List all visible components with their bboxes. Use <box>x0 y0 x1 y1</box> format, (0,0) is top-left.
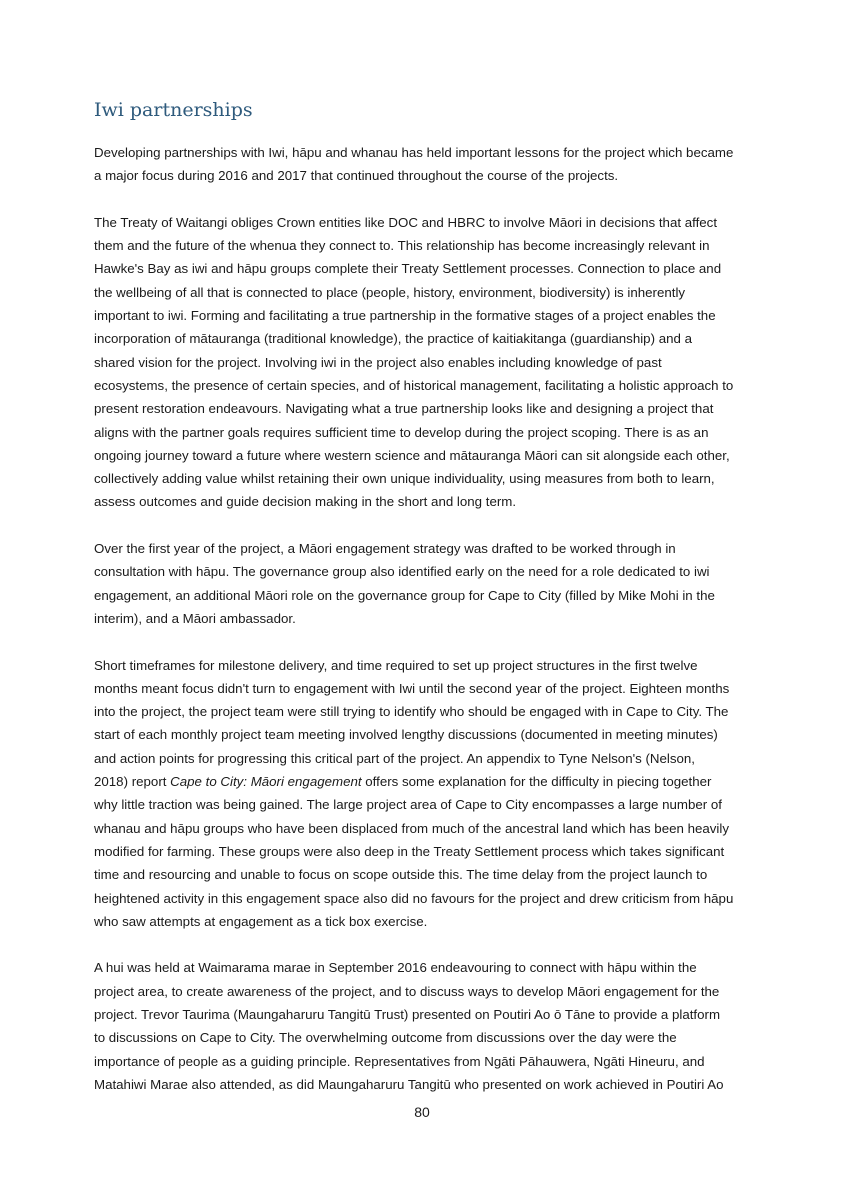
line-text: 2018) report <box>94 774 171 790</box>
paragraph-gap <box>94 188 746 211</box>
text-line: whanau and hāpu groups who have been displaced from much of the ancestral land which has been heavily <box>94 820 729 836</box>
text-line: ecosystems, the presence of certain species, and of historical management, facilitating a holistic approach to <box>94 377 734 393</box>
line-text: offers some explanation for the difficulty in piecing together <box>361 774 712 790</box>
text-line: start of each monthly project team meeting involved lengthy discussions (documented in meeting minutes) <box>94 727 718 743</box>
text-line: aligns with the partner goals requires sufficient time to develop during the project scoping. There is as an <box>94 424 709 440</box>
text-line: Matahiwi Marae also attended, as did Maungaharuru Tangitū who presented on work achieved in Poutiri Ao <box>94 1076 724 1092</box>
text-line: collectively adding value whilst retaining their own unique individuality, using measures from both to learn, <box>94 471 715 487</box>
paragraph-gap <box>94 933 746 956</box>
paragraph-2 <box>94 211 746 514</box>
text-line: who saw attempts at engagement as a tick box exercise. <box>94 913 428 929</box>
text-line: assess outcomes and guide decision making in the short and long term. <box>94 494 517 510</box>
text-line: months meant focus didn't turn to engagement with Iwi until the second year of the project. Eighteen months <box>94 680 730 696</box>
text-line: The Treaty of Waitangi obliges Crown entities like DOC and HBRC to involve Māori in decisions that affect <box>94 214 718 230</box>
body-text <box>94 141 746 1096</box>
paragraph-gap <box>94 514 746 537</box>
page-number: 80 <box>414 1104 430 1120</box>
text-line: the wellbeing of all that is connected to place (people, history, environment, biodiversity) is inherently <box>94 284 686 300</box>
text-line: ongoing journey toward a future where western science and mātauranga Māori can sit alongside each other, <box>94 447 730 463</box>
text-line: modified for farming. These groups were also deep in the Treaty Settlement process which takes significant <box>94 843 725 859</box>
text-line: project area, to create awareness of the project, and to discuss ways to develop Māori engagement for the <box>94 983 720 999</box>
text-line: why little traction was being gained. The large project area of Cape to City encompasses a large number of <box>94 797 723 813</box>
text-line: Developing partnerships with Iwi, hāpu and whanau has held important lessons for the project which became <box>94 145 734 160</box>
text-line: project. Trevor Taurima (Maungaharuru Tangitū Trust) presented on Poutiri Ao ō Tāne to provide a platform <box>94 1006 721 1022</box>
text-line: Over the first year of the project, a Māori engagement strategy was drafted to be worked through in <box>94 541 676 557</box>
paragraph-1 <box>94 141 746 188</box>
text-line: and action points for progressing this critical part of the project. An appendix to Tyne Nelson's (Nelson, <box>94 750 695 766</box>
text-line: time and resourcing and unable to focus on scope outside this. The time delay from the project launch to <box>94 867 708 883</box>
text-line: shared vision for the project. Involving iwi in the project also enables including knowledge of past <box>94 354 662 370</box>
section-heading: Iwi partnerships <box>94 99 253 121</box>
report-title: Cape to City: Māori engagement <box>170 774 362 790</box>
text-line: engagement, an additional Māori role on the governance group for Cape to City (filled by Mike Mohi in the <box>94 587 715 603</box>
text-line: a major focus during 2016 and 2017 that continued throughout the course of the projects. <box>94 168 619 184</box>
text-line: consultation with hāpu. The governance group also identified early on the need for a role dedicated to iwi <box>94 564 710 580</box>
text-line: to discussions on Cape to City. The overwhelming outcome from discussions over the day were the <box>94 1030 677 1046</box>
text-line <box>94 770 746 793</box>
text-line: heightened activity in this engagement space also did no favours for the project and drew criticism from hāpu <box>94 890 734 906</box>
paragraph-3 <box>94 537 746 630</box>
text-line: present restoration endeavours. Navigating what a true partnership looks like and designing a project that <box>94 401 714 417</box>
text-line: them and the future of the whenua they connect to. This relationship has become increasingly relevant in <box>94 238 710 254</box>
text-line: important to iwi. Forming and facilitating a true partnership in the formative stages of a project enables the <box>94 308 716 324</box>
text-line: importance of people as a guiding principle. Representatives from Ngāti Pāhauwera, Ngāti Hineuru, and <box>94 1053 705 1069</box>
text-line: incorporation of mātauranga (traditional knowledge), the practice of kaitiakitanga (guardianship) and a <box>94 331 692 347</box>
text-line: Hawke's Bay as iwi and hāpu groups complete their Treaty Settlement processes. Connection to place and <box>94 261 722 277</box>
text-line: Short timeframes for milestone delivery, and time required to set up project structures in the first twelve <box>94 657 698 673</box>
paragraph-5 <box>94 956 746 1096</box>
text-line: interim), and a Māori ambassador. <box>94 610 296 626</box>
paragraph-gap <box>94 630 746 653</box>
paragraph-4 <box>94 654 746 934</box>
text-line: A hui was held at Waimarama marae in September 2016 endeavouring to connect with hāpu within the <box>94 960 697 976</box>
text-line: into the project, the project team were still trying to identify who should be engaged with in Cape to City. The <box>94 704 729 720</box>
